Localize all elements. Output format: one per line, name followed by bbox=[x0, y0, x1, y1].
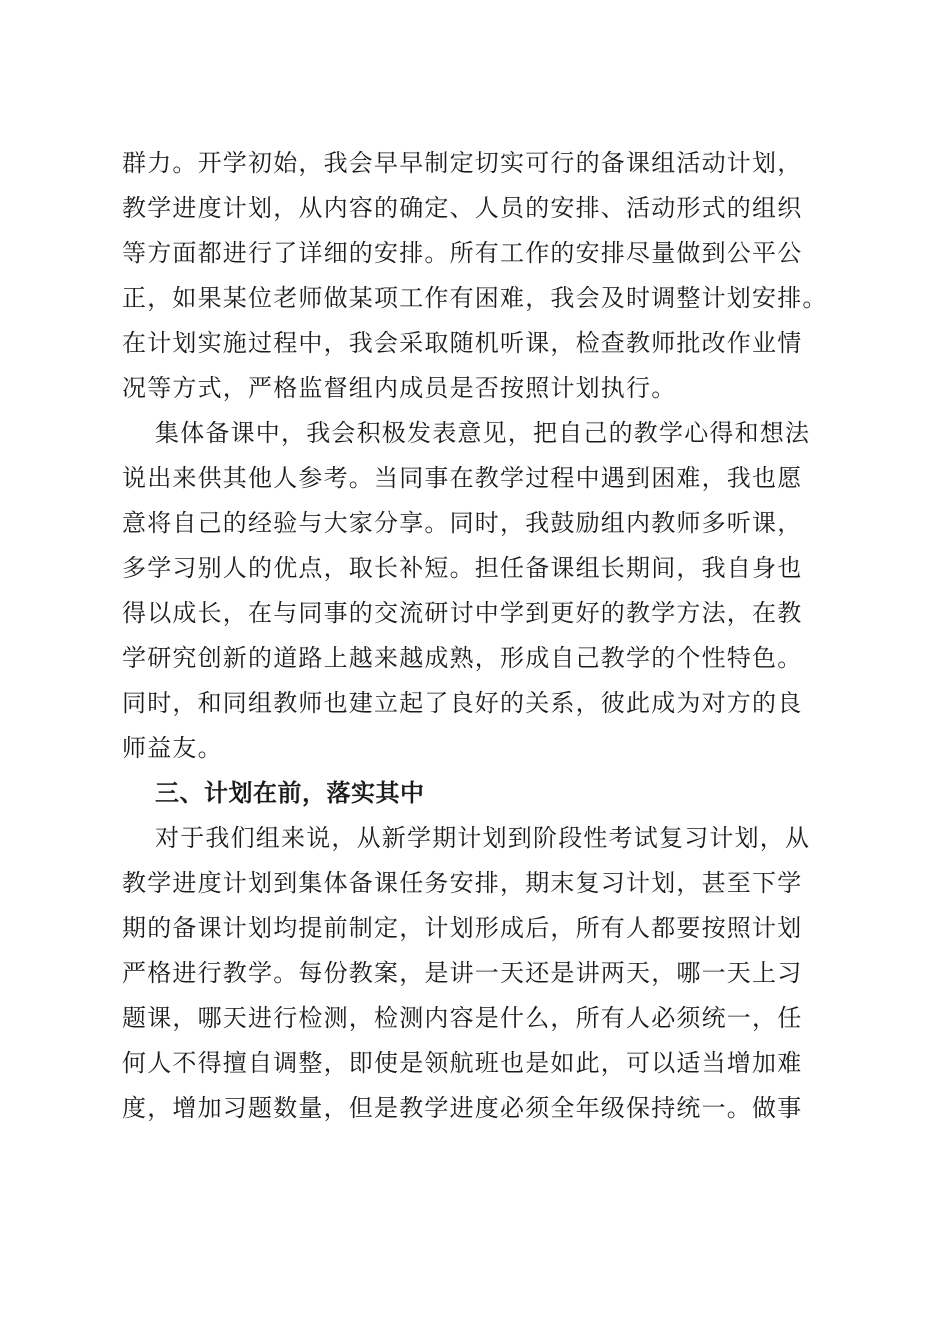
text-line: 同时，和同组教师也建立起了良好的关系，彼此成为对方的良 bbox=[122, 689, 803, 717]
text-line: 说出来供其他人参考。当同事在教学过程中遇到困难，我也愿 bbox=[122, 464, 803, 492]
text-line: 在计划实施过程中，我会采取随机听课，检查教师批改作业情 bbox=[122, 329, 803, 357]
text-line: 何人不得擅自调整，即使是领航班也是如此，可以适当增加难 bbox=[122, 1049, 803, 1077]
text-line: 期的备课计划均提前制定，计划形成后，所有人都要按照计划 bbox=[122, 914, 803, 942]
text-line: 教学进度计划，从内容的确定、人员的安排、活动形式的组织 bbox=[122, 194, 803, 222]
text-line: 多学习别人的优点，取长补短。担任备课组长期间，我自身也 bbox=[122, 554, 803, 582]
text-line: 况等方式，严格监督组内成员是否按照计划执行。 bbox=[122, 374, 677, 402]
text-line: 群力。开学初始，我会早早制定切实可行的备课组活动计划， bbox=[122, 149, 803, 177]
text-line: 正，如果某位老师做某项工作有困难，我会及时调整计划安排。 bbox=[122, 284, 828, 312]
text-line: 度，增加习题数量，但是教学进度必须全年级保持统一。做事 bbox=[122, 1094, 803, 1122]
paragraph-1 bbox=[122, 141, 832, 411]
paragraph-3 bbox=[122, 816, 832, 1131]
text-line: 题课，哪天进行检测，检测内容是什么，所有人必须统一，任 bbox=[122, 1004, 803, 1032]
text-line: 得以成长，在与同事的交流研讨中学到更好的教学方法，在教 bbox=[122, 599, 803, 627]
text-line: 严格进行教学。每份教案，是讲一天还是讲两天，哪一天上习 bbox=[122, 959, 803, 987]
section-heading: 三、计划在前，落实其中 bbox=[155, 779, 425, 807]
text-line: 对于我们组来说，从新学期计划到阶段性考试复习计划，从 bbox=[155, 824, 811, 852]
text-line: 意将自己的经验与大家分享。同时，我鼓励组内教师多听课， bbox=[122, 509, 803, 537]
text-line: 学研究创新的道路上越来越成熟，形成自己教学的个性特色。 bbox=[122, 644, 803, 672]
text-line: 等方面都进行了详细的安排。所有工作的安排尽量做到公平公 bbox=[122, 239, 803, 267]
document-body bbox=[122, 141, 832, 1131]
text-line: 集体备课中，我会积极发表意见，把自己的教学心得和想法 bbox=[155, 419, 811, 447]
text-line: 教学进度计划到集体备课任务安排，期末复习计划，甚至下学 bbox=[122, 869, 803, 897]
paragraph-2 bbox=[122, 411, 832, 771]
text-line: 师益友。 bbox=[122, 734, 223, 762]
